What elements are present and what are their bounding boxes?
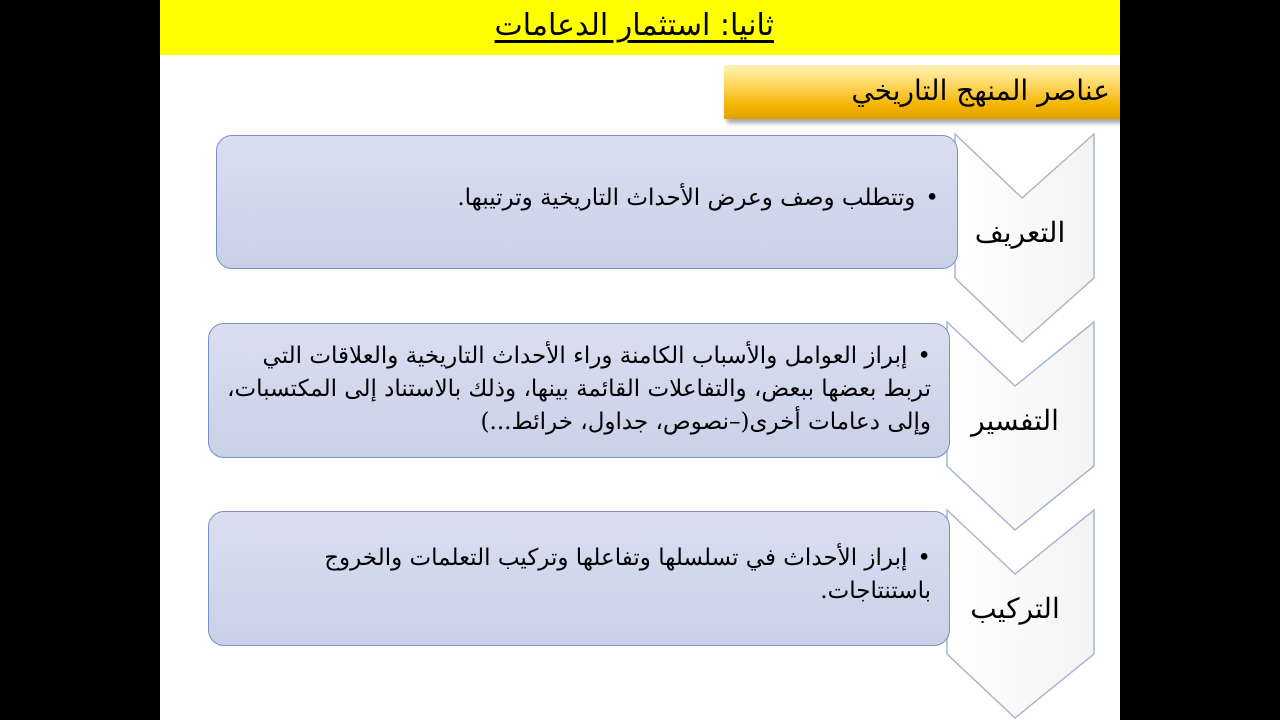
description-box-1 (216, 135, 958, 269)
slide-title: ثانيا: استثمار الدعامات (494, 8, 774, 43)
description-1: وتتطلب وصف وعرض الأحداث التاريخية وترتيبها. (457, 185, 916, 211)
subtitle-text: عناصر المنهج التاريخي (851, 74, 1110, 107)
bullet: • (925, 185, 939, 211)
description-text-2 (215, 340, 931, 439)
slide (160, 0, 1120, 720)
description-2: إبراز العوامل والأسباب الكامنة وراء الأحداث التاريخية والعلاقات التي تربط بعضها ببعض، والتفاعلات القائمة بينها، وذلك بالاستناد إلى المكتسبات، وإلى دعامات أخرى(–نصوص، جداول، خرائط...) (227, 343, 931, 435)
bullet: • (917, 545, 931, 571)
description-text-3 (215, 542, 931, 608)
label-definition: التعريف (974, 216, 1066, 249)
description-box-2 (208, 323, 950, 458)
description-text-1 (239, 182, 939, 215)
description-box-3 (208, 511, 950, 646)
description-3: إبراز الأحداث في تسلسلها وتفاعلها وتركيب التعلمات والخروج باستنتاجات. (324, 545, 931, 604)
label-synthesis: التركيب (970, 592, 1060, 625)
label-interpretation: التفسير (971, 404, 1059, 437)
bullet: • (917, 343, 931, 369)
